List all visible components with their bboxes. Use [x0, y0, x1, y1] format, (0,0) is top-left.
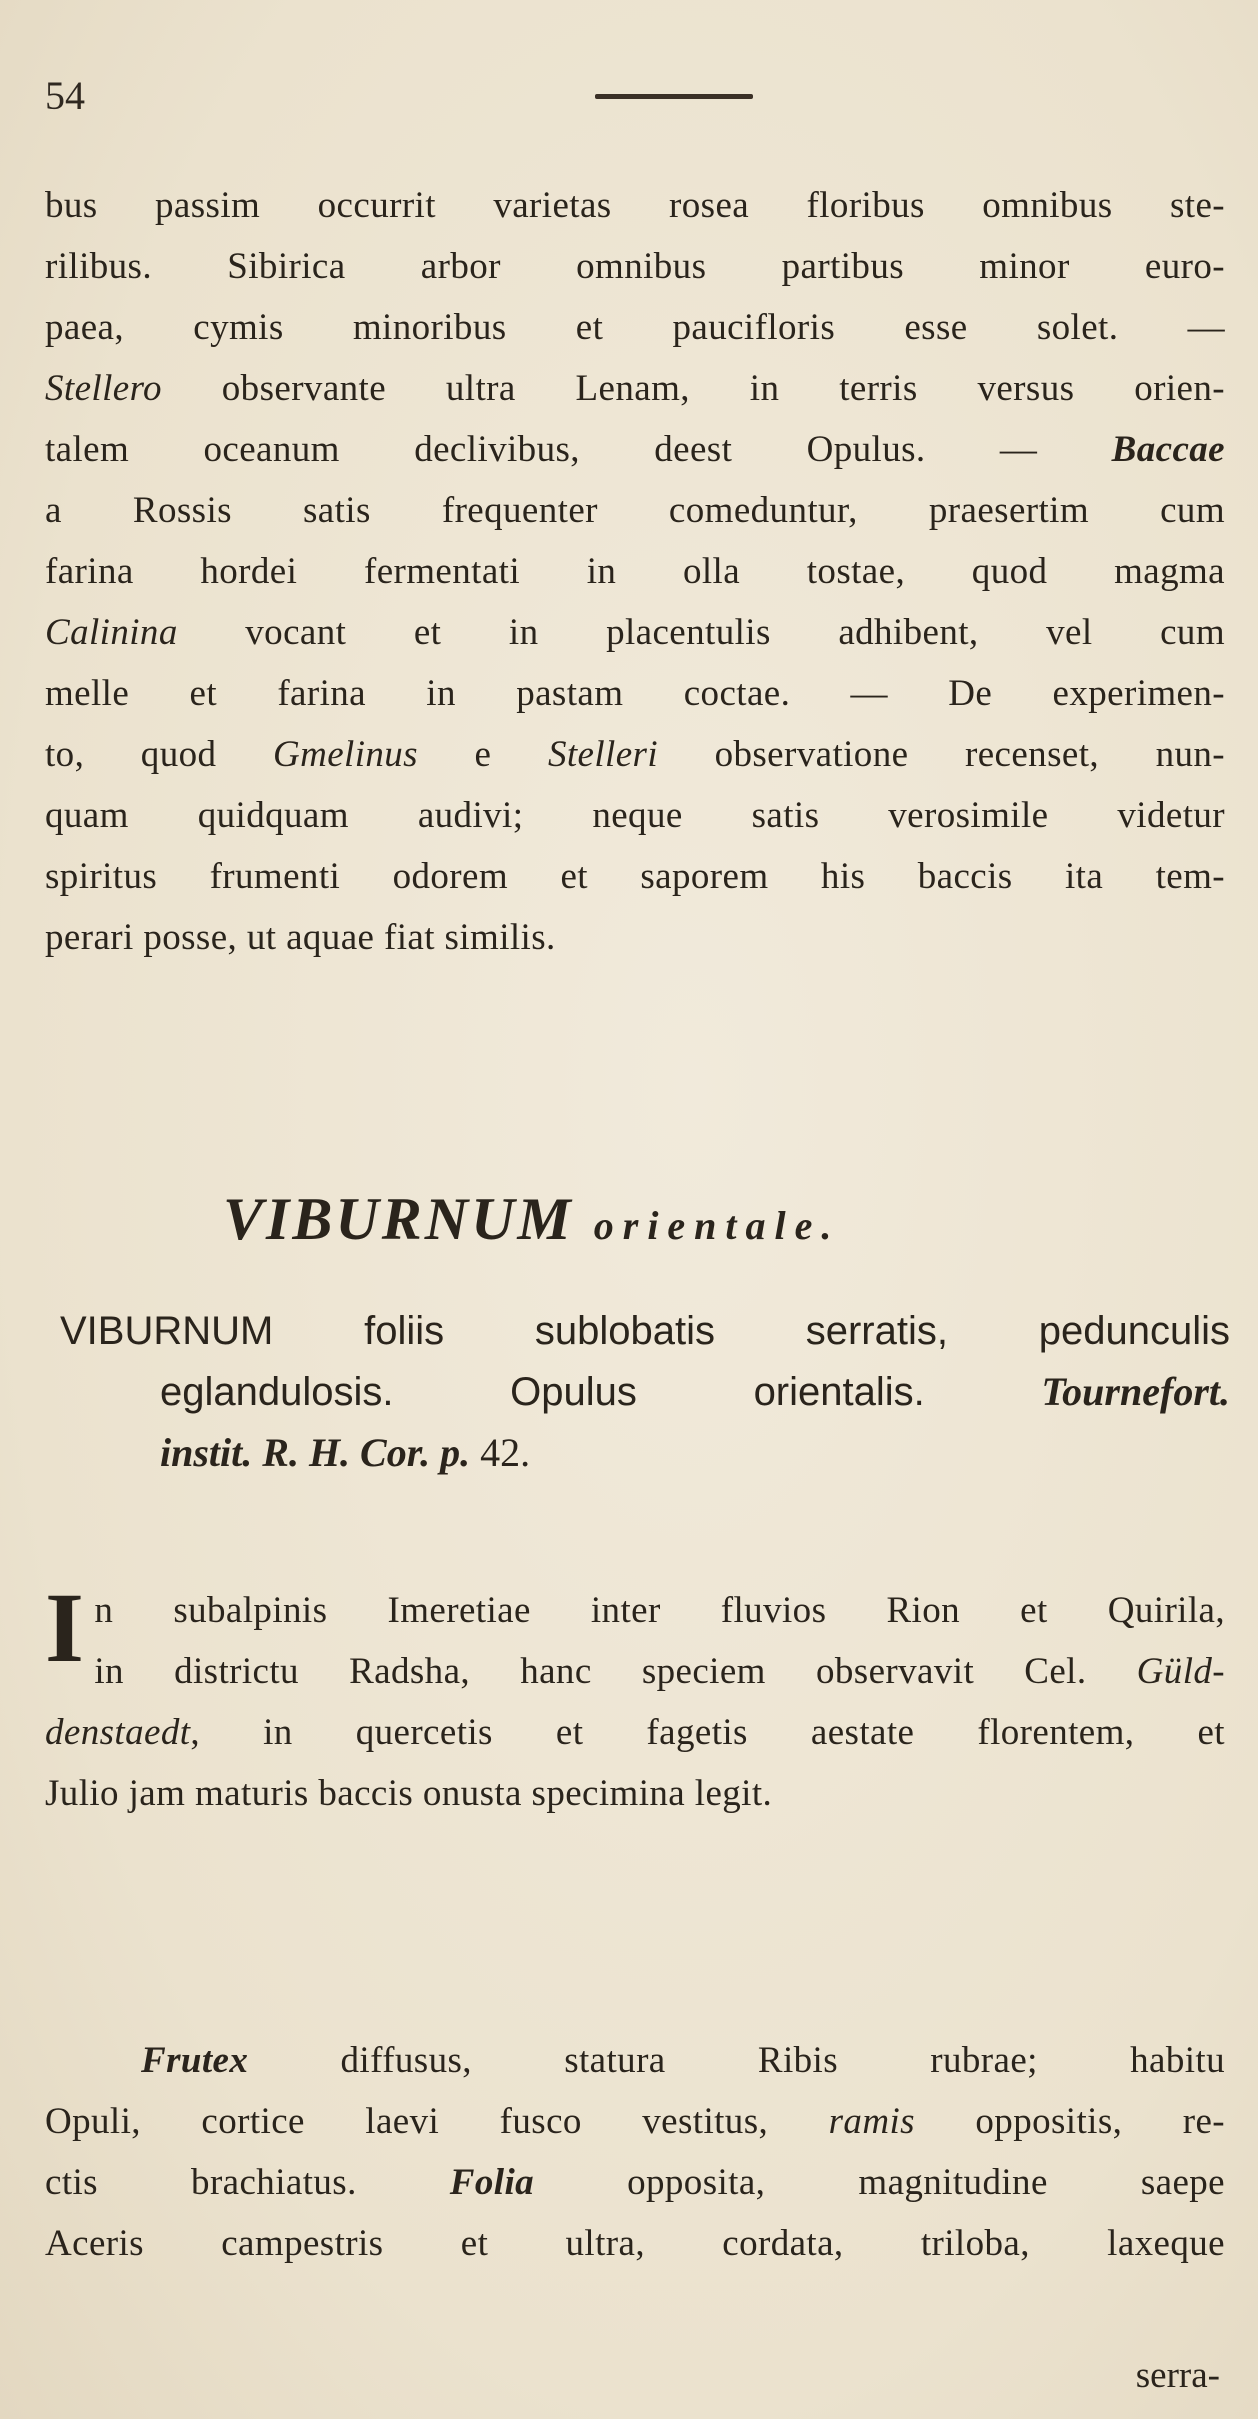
reference-citation: instit. R. H. Cor. p. — [160, 1430, 471, 1475]
text-line — [45, 419, 1225, 480]
text-line: Aceris campestris et ultra, cordata, triloba, laxeque — [45, 2223, 1225, 2264]
text-span: in districtu Radsha, hanc speciem observavit Cel. — [94, 1651, 1137, 1692]
text-line — [45, 724, 1225, 785]
page-number: 54 — [45, 73, 85, 118]
text-span: ctis brachiatus. — [45, 2162, 450, 2203]
page-header — [45, 60, 1205, 120]
text-span: Opuli, cortice laevi fusco vestitus, — [45, 2101, 829, 2142]
text-line: quam quidquam audivi; neque satis verosimile videtur — [45, 795, 1225, 836]
text-span: observante ultra Lenam, in terris versus orien- — [161, 368, 1225, 409]
genus-name: VIBURNUM — [223, 1186, 574, 1252]
text-span: , in quercetis et fagetis aestate florentem, et — [190, 1712, 1225, 1753]
paragraph-1 — [45, 175, 1225, 968]
italic-name: Stelleri — [547, 734, 659, 775]
drop-cap: I — [45, 1572, 85, 1683]
text-line — [45, 2091, 1225, 2152]
italic-name: Güld- — [1136, 1651, 1225, 1692]
text-line — [45, 2030, 1225, 2091]
species-epithet: orientale. — [593, 1203, 841, 1248]
italic-name: Gmelinus — [272, 734, 418, 775]
text-line: n subalpinis Imeretiae inter fluvios Rion et Quirila, — [94, 1590, 1225, 1631]
italic-term: Calinina — [45, 612, 178, 653]
italic-name: Stellero — [45, 368, 162, 409]
text-span: oppositis, re- — [914, 2101, 1226, 2142]
text-line — [45, 358, 1225, 419]
text-span: e — [417, 734, 548, 775]
text-span: eglandulosis. Opulus orientalis. — [160, 1370, 1042, 1414]
text-line — [45, 1641, 1225, 1702]
text-line: spiritus frumenti odorem et saporem his baccis ita tem- — [45, 856, 1225, 897]
text-line: Julio jam maturis baccis onusta specimina legit. — [45, 1773, 773, 1814]
italic-term: Frutex — [141, 2040, 249, 2081]
text-line: paea, cymis minoribus et paucifloris esse solet. — — [45, 307, 1225, 348]
author-name: Tournefort. — [1041, 1369, 1230, 1414]
italic-term: Baccae — [1111, 429, 1225, 470]
diagnosis-line: VIBURNUM foliis sublobatis serratis, pedunculis — [60, 1309, 1230, 1353]
italic-term: Folia — [449, 2162, 535, 2203]
text-line — [45, 2152, 1225, 2213]
text-line: farina hordei fermentati in olla tostae, quod magma — [45, 551, 1225, 592]
text-span: diffusus, statura Ribis rubrae; habitu — [248, 2040, 1225, 2081]
text-line — [45, 1702, 1225, 1763]
reference-line — [60, 1422, 1230, 1483]
text-line: rilibus. Sibirica arbor omnibus partibus minor euro- — [45, 246, 1225, 287]
italic-term: ramis — [828, 2101, 915, 2142]
text-span: to, quod — [45, 734, 273, 775]
text-span: observatione recenset, nun- — [658, 734, 1225, 775]
reference-page: 42. — [470, 1430, 531, 1475]
text-span: vocant et in placentulis adhibent, vel cum — [177, 612, 1225, 653]
text-line — [45, 602, 1225, 663]
text-line: a Rossis satis frequenter comeduntur, praesertim cum — [45, 490, 1225, 531]
text-line: melle et farina in pastam coctae. — De experimen- — [45, 673, 1225, 714]
text-line: bus passim occurrit varietas rosea floribus omnibus ste- — [45, 185, 1225, 226]
synonymy-block — [60, 1300, 1230, 1483]
text-line: perari posse, ut aquae fiat similis. — [45, 917, 556, 958]
paragraph-3 — [45, 2030, 1225, 2274]
catchword: serra- — [1135, 2355, 1220, 2396]
text-span: opposita, magnitudine saepe — [534, 2162, 1225, 2203]
diagnosis-line — [60, 1361, 1230, 1422]
section-title — [223, 1185, 840, 1254]
italic-name: denstaedt — [45, 1712, 191, 1753]
text-span: talem oceanum declivibus, deest Opulus. — — [45, 429, 1112, 470]
paragraph-2 — [45, 1572, 1225, 1824]
header-rule — [595, 94, 753, 99]
